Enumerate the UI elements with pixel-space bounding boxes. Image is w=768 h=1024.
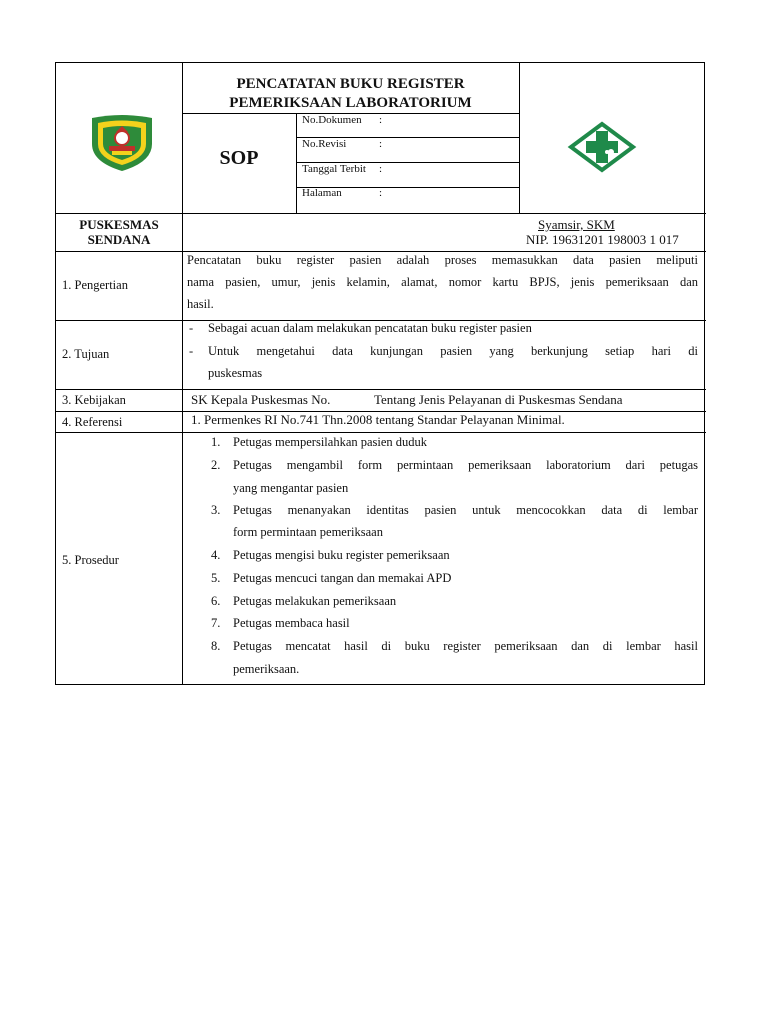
row-divider [56, 389, 706, 390]
tujuan-item: puskesmas [208, 366, 263, 380]
pengertian-line: hasil. [187, 297, 214, 311]
signer-name: Syamsir, SKM [538, 217, 615, 232]
row-divider [56, 251, 706, 252]
meta-label-halaman: Halaman [302, 187, 342, 199]
step-number: 4. [211, 548, 221, 562]
sop-divider [296, 113, 297, 213]
tujuan-bullet: - [189, 344, 194, 358]
org-line: SENDANA [87, 232, 151, 247]
organization-name [56, 217, 182, 247]
step-text: Petugas melakukan pemeriksaan [233, 594, 397, 608]
org-line: PUSKESMAS [79, 217, 159, 232]
section-label-pengertian: 1. Pengertian [62, 278, 128, 292]
tujuan-item: Untuk mengetahui data kunjungan pasien yang berkunjung setiap hari di [208, 344, 698, 358]
health-cross-icon [567, 121, 637, 173]
title-line: PENCATATAN BUKU REGISTER [236, 76, 465, 92]
row-divider [56, 213, 706, 214]
step-number: 8. [211, 639, 221, 653]
document-title [182, 75, 519, 113]
step-text: Petugas mencuci tangan dan memakai APD [233, 571, 452, 585]
row-divider [56, 432, 706, 433]
step-number: 6. [211, 594, 221, 608]
section-label-referensi: 4. Referensi [62, 415, 123, 429]
step-number: 7. [211, 616, 221, 630]
section-label-tujuan: 2. Tujuan [62, 347, 110, 361]
pengertian-line: nama pasien, umur, jenis kelamin, alamat, nomor kartu BPJS, jenis pemeriksaan dan [187, 275, 698, 289]
step-number: 1. [211, 435, 221, 449]
step-text: Petugas mempersilahkan pasien duduk [233, 435, 428, 449]
referensi-text: 1. Permenkes RI No.741 Thn.2008 tentang Standar Pelayanan Minimal. [191, 412, 565, 427]
kebijakan-text: SK Kepala Puskesmas No. [191, 392, 331, 407]
tujuan-bullet: - [189, 321, 194, 335]
step-text: Petugas menanyakan identitas pasien untuk mencocokkan data di lembar [233, 503, 698, 517]
regional-emblem-icon [89, 114, 155, 172]
sop-label: SOP [219, 147, 259, 169]
meta-label-no-dokumen: No.Dokumen [302, 114, 362, 126]
step-text: Petugas mencatat hasil di buku register pemeriksaan dan di lembar hasil [233, 639, 698, 653]
step-text: form permintaan pemeriksaan [233, 525, 383, 539]
signer-nip: NIP. 19631201 198003 1 017 [526, 232, 679, 247]
meta-separator: : [379, 187, 383, 199]
section-label-prosedur: 5. Prosedur [62, 553, 119, 567]
meta-separator: : [379, 114, 383, 126]
section-label-kebijakan: 3. Kebijakan [62, 393, 126, 407]
sop-document [55, 62, 705, 685]
step-number: 5. [211, 571, 221, 585]
tujuan-item: Sebagai acuan dalam melakukan pencatatan buku register pasien [208, 321, 532, 335]
meta-label-tanggal-terbit: Tanggal Terbit [302, 163, 366, 175]
pengertian-line: Pencatatan buku register pasien adalah proses memasukkan data pasien meliputi [187, 253, 698, 267]
step-text: Petugas mengambil form permintaan pemeriksaan laboratorium dari petugas [233, 458, 698, 472]
kebijakan-text: Tentang Jenis Pelayanan di Puskesmas Sendana [374, 392, 623, 407]
meta-label-no-revisi: No.Revisi [302, 138, 347, 150]
step-text: pemeriksaan. [233, 662, 300, 676]
step-text: Petugas membaca hasil [233, 616, 350, 630]
step-text: Petugas mengisi buku register pemeriksaan [233, 548, 450, 562]
step-text: yang mengantar pasien [233, 481, 349, 495]
step-number: 3. [211, 503, 221, 517]
meta-separator: : [379, 138, 383, 150]
col-divider [519, 63, 520, 213]
title-line: PEMERIKSAAN LABORATORIUM [229, 95, 472, 111]
step-number: 2. [211, 458, 221, 472]
meta-separator: : [379, 163, 383, 175]
